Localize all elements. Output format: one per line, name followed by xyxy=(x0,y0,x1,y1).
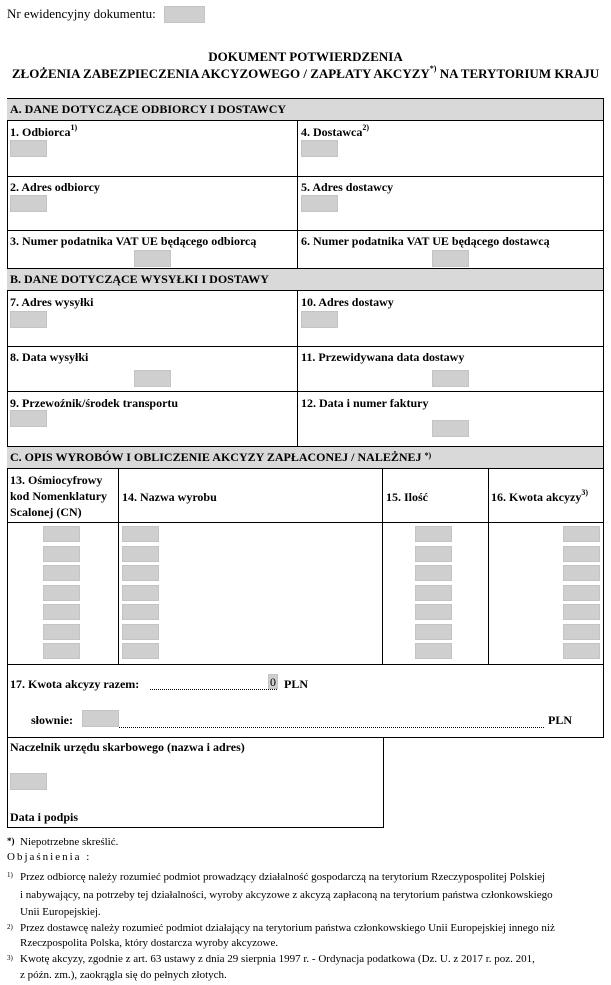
section-b-divider xyxy=(297,291,298,446)
col13-line2: kod Nomenklatury xyxy=(10,489,108,503)
cn-code-input[interactable] xyxy=(43,585,80,601)
row-divider xyxy=(7,522,604,523)
quantity-input[interactable] xyxy=(415,526,452,542)
star-mark: *) xyxy=(7,836,15,846)
office-right-border xyxy=(383,737,384,828)
quantity-input[interactable] xyxy=(415,643,452,659)
total-value: 0 xyxy=(270,675,276,689)
title-line2 xyxy=(0,66,611,82)
col13-line3: Scalonej (CN) xyxy=(10,505,82,519)
quantity-input[interactable] xyxy=(415,546,452,562)
note2-mark: 2) xyxy=(7,923,13,931)
excise-amount-input[interactable] xyxy=(563,565,600,581)
col15-header: 15. Ilość xyxy=(386,490,428,504)
row-divider xyxy=(7,391,604,392)
quantity-input[interactable] xyxy=(415,604,452,620)
date-sign-label: Data i podpis xyxy=(10,810,79,824)
words-line xyxy=(119,710,544,728)
quantity-input[interactable] xyxy=(415,565,452,581)
doc-number-input[interactable] xyxy=(164,6,205,23)
note1-line1: Przez odbiorcę należy rozumieć podmiot prowadzący działalność gospodarczą na terytorium Rzeczypospolitej Polskiej xyxy=(20,871,546,883)
cn-code-input[interactable] xyxy=(43,565,80,581)
star-text: Niepotrzebne skreślić. xyxy=(20,836,119,848)
field11-label: 11. Przewidywana data dostawy xyxy=(301,350,465,364)
quantity-input[interactable] xyxy=(415,585,452,601)
note1-line3: Unii Europejskiej. xyxy=(20,906,101,918)
recipient-address-input[interactable] xyxy=(10,195,47,212)
field10-label: 10. Adres dostawy xyxy=(301,295,394,309)
field5-label: 5. Adres dostawcy xyxy=(301,180,394,194)
supplier-input[interactable] xyxy=(301,140,338,157)
note1-mark: 1) xyxy=(7,871,13,879)
field1-text: 1. Odbiorca xyxy=(10,125,71,139)
table-right-border xyxy=(603,98,604,738)
delivery-date-input[interactable] xyxy=(432,370,469,387)
excise-amount-input[interactable] xyxy=(563,526,600,542)
words-currency: PLN xyxy=(548,713,572,727)
excise-amount-input[interactable] xyxy=(563,624,600,640)
total-label: 17. Kwota akcyzy razem: xyxy=(10,677,140,691)
excise-amount-input[interactable] xyxy=(563,604,600,620)
office-bottom-border xyxy=(7,827,384,828)
title-sup: *) xyxy=(429,64,437,73)
field4-label xyxy=(301,125,369,140)
note3-line2: z późn. zm.), zaokrągla się do pełnych złotych. xyxy=(20,969,227,981)
title-line1: DOKUMENT POTWIERDZENIA xyxy=(208,49,403,64)
shipping-date-input[interactable] xyxy=(134,370,171,387)
product-name-input[interactable] xyxy=(122,624,159,640)
section-c-sup: *) xyxy=(424,451,432,460)
total-line xyxy=(150,674,277,690)
office-input[interactable] xyxy=(10,773,47,790)
invoice-input[interactable] xyxy=(432,420,469,437)
cn-code-input[interactable] xyxy=(43,546,80,562)
col13-line1: 13. Ośmiocyfrowy xyxy=(10,473,103,487)
note3-line1: Kwotę akcyzy, zgodnie z art. 63 ustawy z dnia 29 sierpnia 1997 r. - Ordynacja podatkowa (Dz. U. z 2017 r. poz. 201, xyxy=(20,953,535,965)
cn-code-input[interactable] xyxy=(43,643,80,659)
section-b-header: B. DANE DOTYCZĄCE WYSYŁKI I DOSTAWY xyxy=(7,268,603,291)
note3-mark: 3) xyxy=(7,954,13,962)
section-a-header: A. DANE DOTYCZĄCE ODBIORCY I DOSTAWCY xyxy=(7,98,603,121)
section-c-title: C. OPIS WYROBÓW I OBLICZENIE AKCYZY ZAPŁACONEJ / NALEŻNEJ xyxy=(10,450,422,464)
field12-label: 12. Data i numer faktury xyxy=(301,396,429,410)
explanations-heading: Objaśnienia : xyxy=(7,851,92,863)
excise-amount-input[interactable] xyxy=(563,546,600,562)
amount-words-input[interactable] xyxy=(82,710,119,727)
col16-text: 16. Kwota akcyzy xyxy=(491,490,582,504)
note1-line2: i nabywający, na potrzeby tej działalności, wyroby akcyzowe z akcyzą zapłaconą na terytorium państwa członkowskiego xyxy=(20,889,553,901)
total-currency: PLN xyxy=(284,677,308,691)
row-divider xyxy=(7,346,604,347)
row-divider xyxy=(7,737,604,738)
section-a-divider xyxy=(297,121,298,269)
quantity-input[interactable] xyxy=(415,624,452,640)
doc-number-label: Nr ewidencyjny dokumentu: xyxy=(7,6,156,21)
field8-label: 8. Data wysyłki xyxy=(10,350,89,364)
excise-amount-input[interactable] xyxy=(563,585,600,601)
excise-amount-input[interactable] xyxy=(563,643,600,659)
title-line2-end: NA TERYTORIUM KRAJU xyxy=(436,66,600,81)
field1-sup: 1) xyxy=(70,123,78,132)
product-name-input[interactable] xyxy=(122,546,159,562)
office-label: Naczelnik urzędu skarbowego (nazwa i adres) xyxy=(10,740,245,754)
delivery-address-input[interactable] xyxy=(301,311,338,328)
col-divider xyxy=(488,469,489,664)
col16-header xyxy=(491,490,588,505)
col13-header xyxy=(10,472,107,520)
field4-sup: 2) xyxy=(362,123,369,132)
supplier-address-input[interactable] xyxy=(301,195,338,212)
col-divider xyxy=(382,469,383,664)
field3-label: 3. Numer podatnika VAT UE będącego odbiorcą xyxy=(10,234,257,248)
note2-line1: Przez dostawcę należy rozumieć podmiot działający na terytorium państwa członkowskiego Unii Europejskiej innego niż xyxy=(20,922,555,934)
row-divider xyxy=(7,230,604,231)
product-name-input[interactable] xyxy=(122,565,159,581)
field2-label: 2. Adres odbiorcy xyxy=(10,180,100,194)
supplier-vat-input[interactable] xyxy=(432,250,469,267)
words-label: słownie: xyxy=(31,713,73,727)
field1-label xyxy=(10,125,77,140)
row-divider xyxy=(7,176,604,177)
recipient-input[interactable] xyxy=(10,140,47,157)
row-divider xyxy=(7,664,604,665)
field4-text: 4. Dostawca xyxy=(301,125,363,139)
col-divider xyxy=(118,469,119,664)
recipient-vat-input[interactable] xyxy=(134,250,171,267)
carrier-input[interactable] xyxy=(10,410,47,427)
field6-label: 6. Numer podatnika VAT UE będącego dostawcą xyxy=(301,234,550,248)
cn-code-input[interactable] xyxy=(43,526,80,542)
field9-label: 9. Przewoźnik/środek transportu xyxy=(10,396,179,410)
shipping-address-input[interactable] xyxy=(10,311,47,328)
field7-label: 7. Adres wysyłki xyxy=(10,295,94,309)
product-name-input[interactable] xyxy=(122,585,159,601)
product-name-input[interactable] xyxy=(122,604,159,620)
col16-sup: 3) xyxy=(581,488,588,497)
title-line2-text: ZŁOŻENIA ZABEZPIECZENIA AKCYZOWEGO / ZAPŁATY AKCYZY xyxy=(11,66,430,81)
cn-code-input[interactable] xyxy=(43,624,80,640)
product-name-input[interactable] xyxy=(122,526,159,542)
cn-code-input[interactable] xyxy=(43,604,80,620)
product-name-input[interactable] xyxy=(122,643,159,659)
col14-header: 14. Nazwa wyrobu xyxy=(122,490,217,504)
section-c-header xyxy=(7,446,603,469)
note2-line2: Rzeczpospolita Polska, który dostarcza wyroby akcyzowe. xyxy=(20,937,279,949)
